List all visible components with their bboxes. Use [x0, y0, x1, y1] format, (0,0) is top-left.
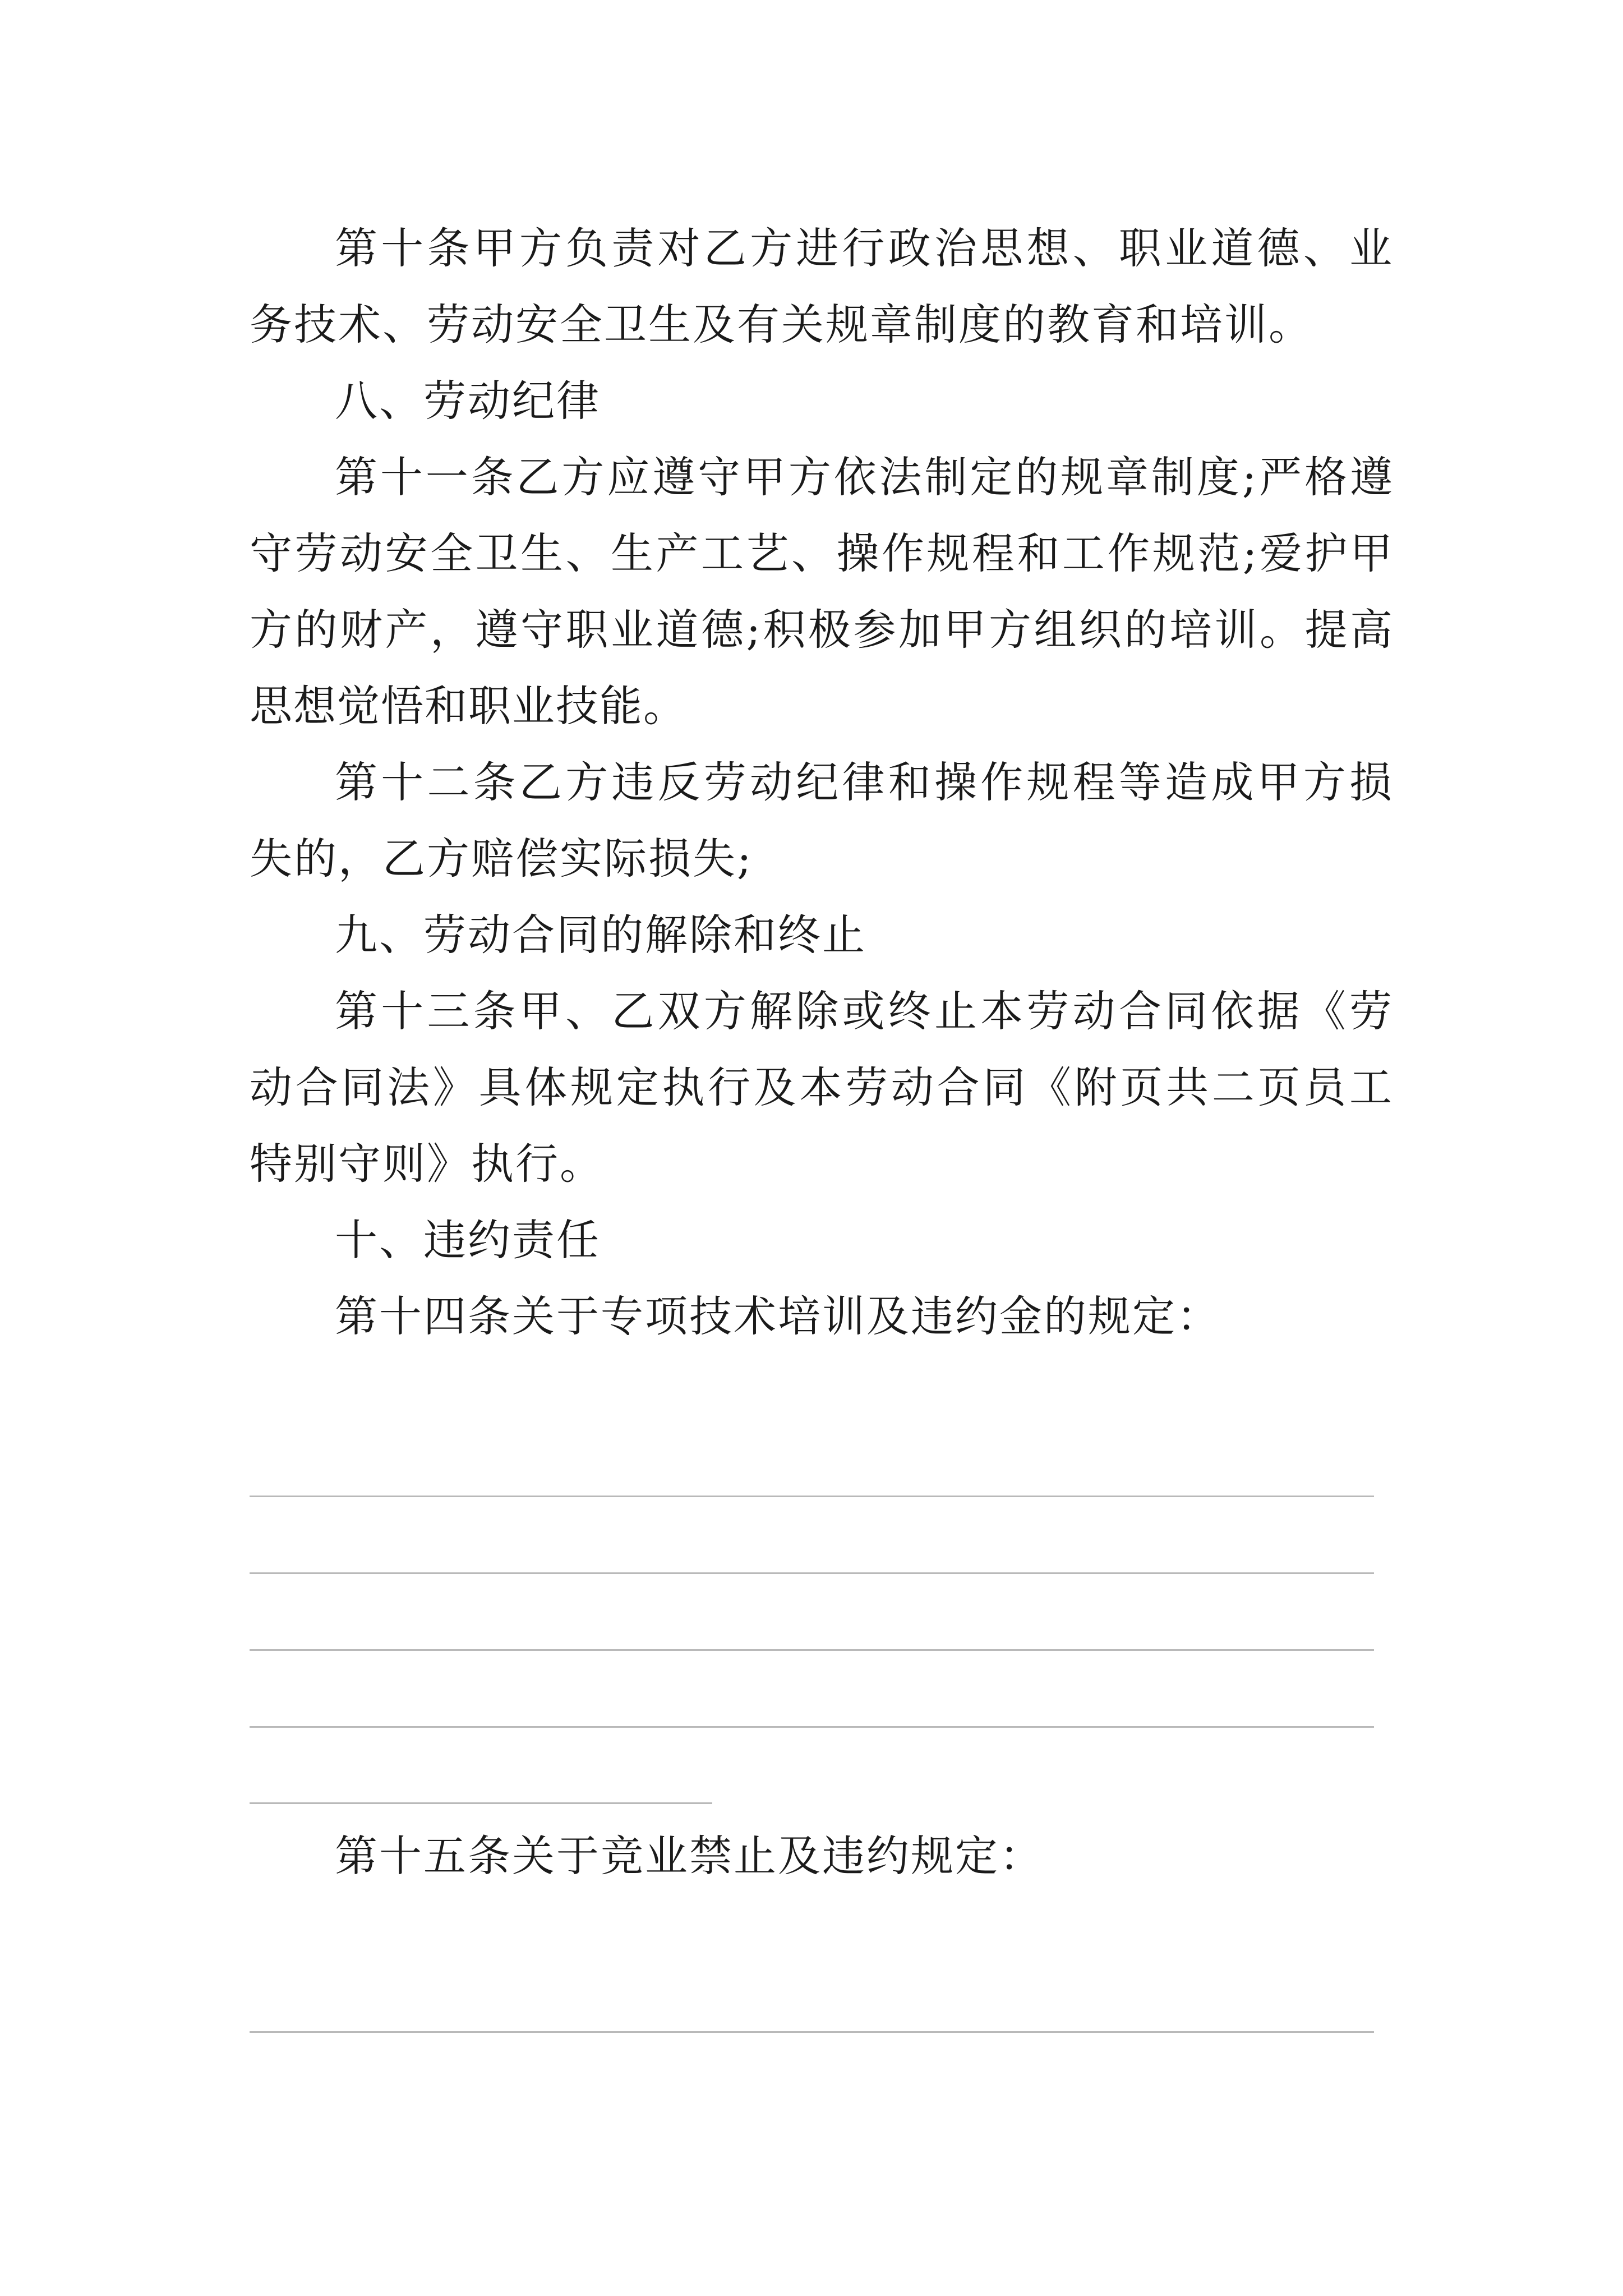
fill-in-line-4 [250, 1726, 1374, 1728]
fill-in-line-5 [250, 1802, 712, 1804]
fill-in-line-2 [250, 1572, 1374, 1574]
fill-in-line-3 [250, 1649, 1374, 1651]
article-14-paragraph: 第十四条关于专项技术培训及违约金的规定： [335, 1291, 1221, 1341]
article-12-paragraph: 第十二条乙方违反劳动纪律和操作规程等造成甲方损失的，乙方赔偿实际损失; [250, 757, 1394, 884]
section-8-heading: 八、劳动纪律 [335, 376, 601, 426]
article-10-paragraph: 第十条甲方负责对乙方进行政治思想、职业道德、业务技术、劳动安全卫生及有关规章制度的教育和培训。 [250, 223, 1394, 349]
fill-in-line-1 [250, 1496, 1374, 1497]
fill-in-line-6 [250, 2031, 1374, 2033]
article-15-paragraph: 第十五条关于竞业禁止及违约规定： [335, 1831, 1044, 1881]
article-13-paragraph: 第十三条甲、乙双方解除或终止本劳动合同依据《劳动合同法》具体规定执行及本劳动合同《附页共二页员工特别守则》执行。 [250, 986, 1394, 1189]
section-9-heading: 九、劳动合同的解除和终止 [335, 910, 866, 960]
article-11-paragraph: 第十一条乙方应遵守甲方依法制定的规章制度;严格遵守劳动安全卫生、生产工艺、操作规程和工作规范;爱护甲方的财产，遵守职业道德;积极参加甲方组织的培训。提高思想觉悟和职业技能。 [250, 452, 1394, 731]
section-10-heading: 十、违约责任 [335, 1215, 601, 1265]
